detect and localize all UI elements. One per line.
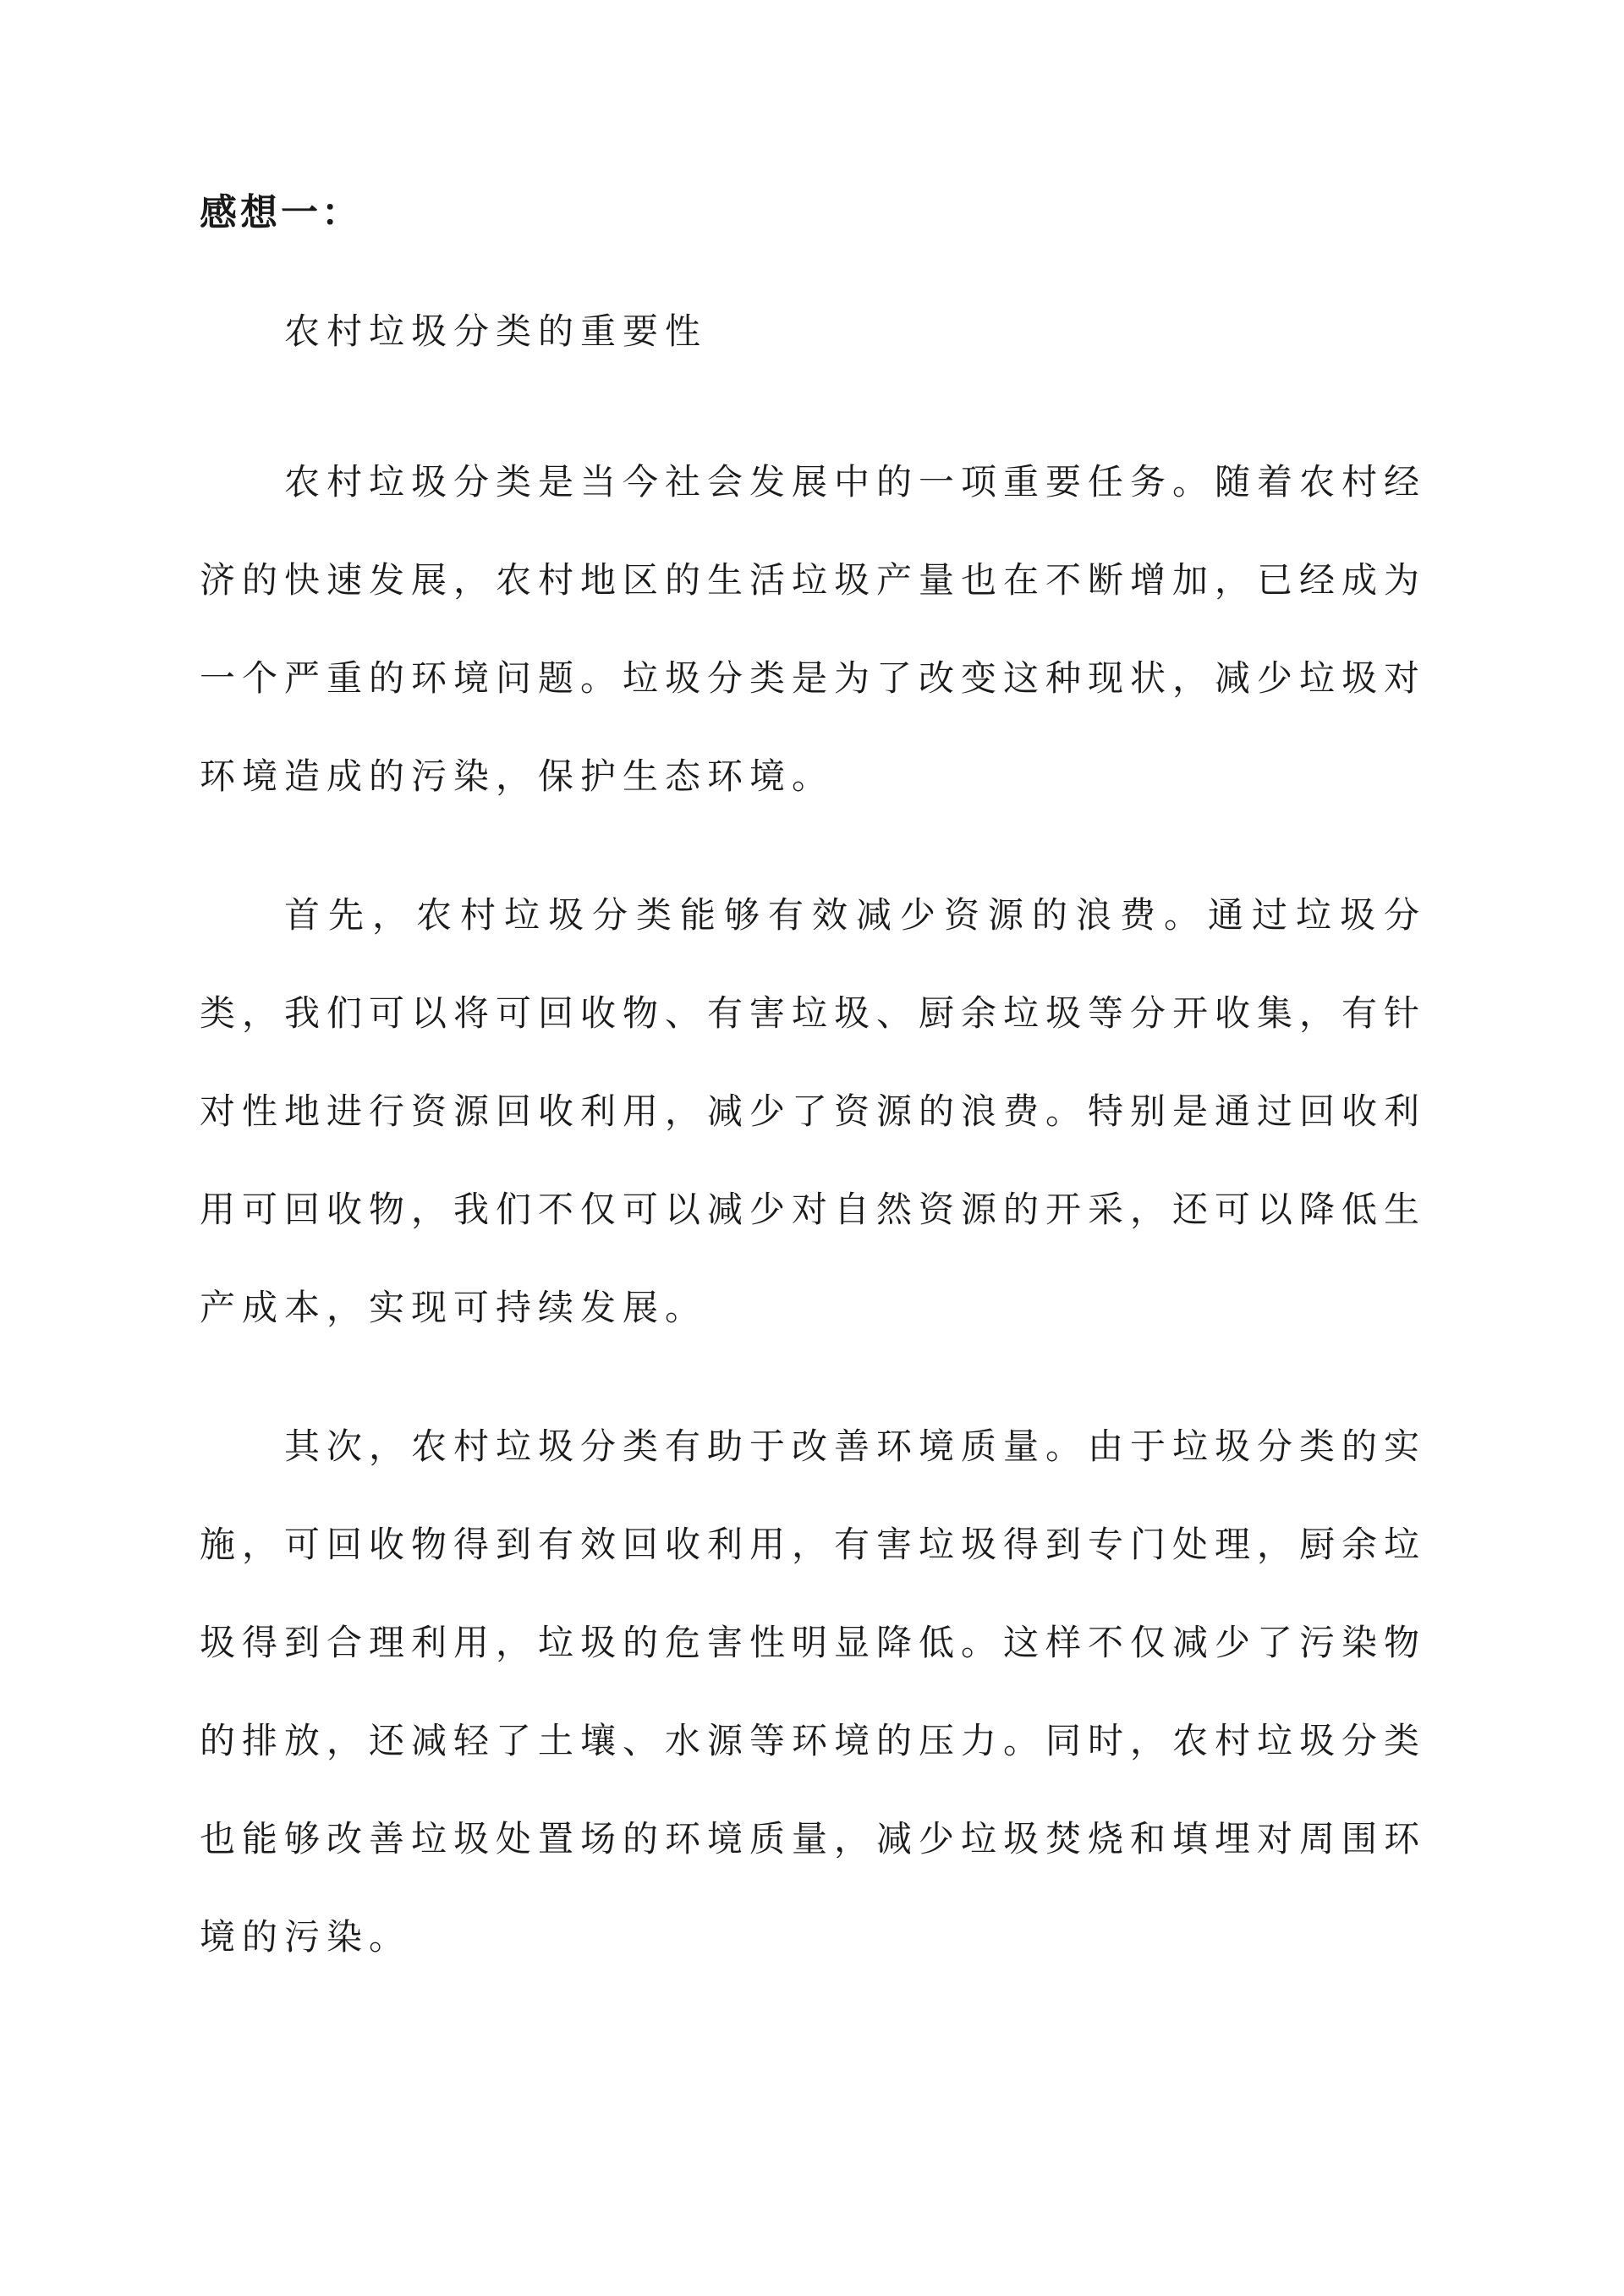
paragraph-second-point: 其次，农村垃圾分类有助于改善环境质量。由于垃圾分类的实施，可回收物得到有效回收利用，有害垃圾得到专门处理，厨余垃圾得到合理利用，垃圾的危害性明显降低。这样不仅减少了污染物的排放，还减轻了土壤、水源等环境的压力。同时，农村垃圾分类也能够改善垃圾处置场的环境质量，减少垃圾焚烧和填埋对周围环境的污染。 bbox=[200, 1425, 1427, 1958]
paragraph-intro: 农村垃圾分类是当今社会发展中的一项重要任务。随着农村经济的快速发展，农村地区的生活垃圾产量也在不断增加，已经成为一个严重的环境问题。垃圾分类是为了改变这种现状，减少垃圾对环境造成的污染，保护生态环境。 bbox=[200, 461, 1427, 797]
paragraph-first-point: 首先，农村垃圾分类能够有效减少资源的浪费。通过垃圾分类，我们可以将可回收物、有害垃圾、厨余垃圾等分开收集，有针对性地进行资源回收利用，减少了资源的浪费。特别是通过回收利用可回收物，我们不仅可以减少对自然资源的开采，还可以降低生产成本，实现可持续发展。 bbox=[200, 894, 1427, 1328]
article-subtitle: 农村垃圾分类的重要性 bbox=[284, 310, 708, 352]
section-heading: 感想一： bbox=[200, 191, 362, 234]
document-body bbox=[200, 188, 1426, 2027]
